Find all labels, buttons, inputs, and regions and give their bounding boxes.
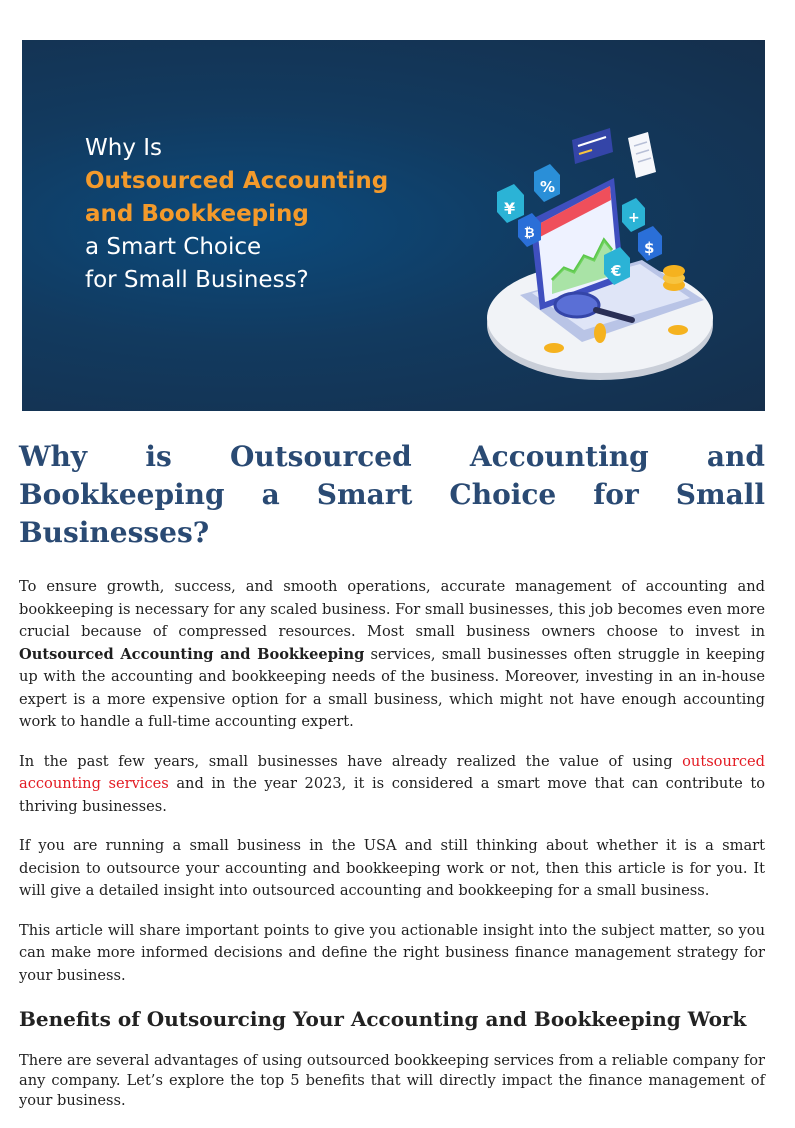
- paragraph-4: This article will share important points to give you actionable insight into the subject matter, so you can make more informed decisions and define the right business finance management strategy for your business.: [19, 921, 765, 984]
- outsourced-accounting-link[interactable]: outsourced accounting services: [19, 752, 765, 792]
- paragraph-intro-text-b: services, small businesses often struggle in keeping up with the accounting and bookkeeping needs of the business. Moreover, investing in an in-house expert is a more expensive option for a small business, which might not have enough accounting work to handle a full-time accounting expert.: [19, 645, 765, 730]
- svg-text:€: €: [611, 262, 622, 280]
- percent-icon: [534, 164, 560, 202]
- paragraph-intro: [19, 576, 765, 734]
- hero-banner: [22, 40, 765, 411]
- paragraph-2-text-a: In the past few years, small businesses have already realized the value of using: [19, 752, 683, 770]
- accounting-illustration: [442, 80, 742, 400]
- paragraph-5: There are several advantages of using outsourced bookkeeping services from a reliable company for any company. Let’s explore the top 5 benefits that will directly impact the finance management of your business.: [19, 1052, 765, 1109]
- bold-phrase: Outsourced Accounting and Bookkeeping: [19, 645, 365, 663]
- banner-line-4: a Smart Choice: [85, 234, 262, 260]
- dollar-icon: [638, 226, 662, 261]
- section-heading: Benefits of Outsourcing Your Accounting and Bookkeeping Work: [19, 1007, 747, 1031]
- credit-card-icon: [572, 128, 613, 164]
- banner-line-3: and Bookkeeping: [85, 201, 309, 227]
- svg-text:₿: ₿: [524, 226, 535, 241]
- article-body: [19, 438, 765, 1128]
- yen-icon: [497, 184, 524, 223]
- banner-line-2: Outsourced Accounting: [85, 168, 389, 194]
- banner-line-1: Why Is: [85, 135, 163, 161]
- banner-line-5: for Small Business?: [85, 267, 309, 293]
- receipt-icon: [628, 132, 656, 178]
- banner-headline: [85, 132, 388, 297]
- svg-text:%: %: [540, 178, 556, 196]
- svg-text:$: $: [644, 239, 655, 257]
- svg-text:¥: ¥: [504, 199, 516, 218]
- paragraph-2-text-b: and in the year 2023, it is considered a smart move that can contribute to thriving businesses.: [19, 775, 765, 815]
- paragraph-intro-text-a: To ensure growth, success, and smooth operations, accurate management of accounting and bookkeeping is necessary for any scaled business. For small businesses, this job becomes even more crucial because of compressed resources. Most small business owners choose to invest in: [19, 578, 765, 640]
- plus-icon: [622, 198, 645, 232]
- svg-text:+: +: [628, 210, 640, 226]
- paragraph-2: [19, 751, 765, 819]
- article-title: Why is Outsourced Accounting and Bookkeeping a Smart Choice for Small Businesses?: [19, 440, 765, 549]
- paragraph-3: If you are running a small business in the USA and still thinking about whether it is a smart decision to outsource your accounting and bookkeeping work or not, then this article is for you. It will give a detailed insight into outsourced accounting and bookkeeping for a small business.: [19, 837, 765, 899]
